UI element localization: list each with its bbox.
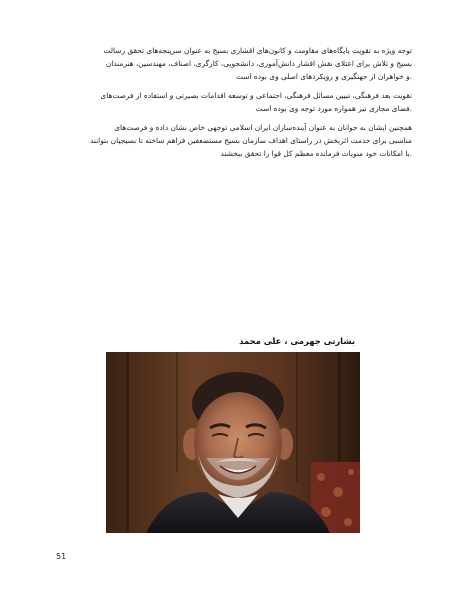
paragraph-1 [60,44,412,83]
text-line: همچنین ایشان به جوانان به عنوان آینده‌سازان ایران اسلامی توجهی خاص نشان داده و فرصت‌های [114,123,412,132]
portrait-photo [106,352,360,533]
page-number: 51 [56,552,67,561]
photo-caption: بشارتی جهرمی ، علی محمد [239,336,355,346]
text-line: .با امکانات خود منویات فرمانده معظم کل قوا را تحقق ببخشند [220,149,412,158]
body-text [60,44,412,166]
text-line: بسیج و تلاش برای اعتلای نقش اقشار دانش‌آموزی، دانشجویی، کارگری، اصناف، مهندسین، هنرمندان [105,59,412,68]
text-line: مناسبی برای خدمت اثربخش در راستای اهداف سازمان بسیج مستضعفین فراهم ساخته تا بسیجیان بتوانند [89,136,412,145]
paragraph-2 [60,89,412,115]
text-line: .فضای مجازی نیز همواره مورد توجه وی بوده است [255,104,412,113]
paragraph-3 [60,121,412,160]
text-line: تقویت بعد فرهنگی، تبیین مسائل فرهنگی، اجتماعی و توسعه اقدامات بصیرتی و استفاده از فرصت‌های [100,91,412,100]
text-line: .و خواهران از جهتگیری و رویکردهای اصلی وی بوده است [236,72,412,81]
text-line: توجه ویژه به تقویت پایگاه‌های مقاومت و کانون‌های اقشاری بسیج به عنوان سرپنجه‌های تحقق رسالت [103,46,412,55]
